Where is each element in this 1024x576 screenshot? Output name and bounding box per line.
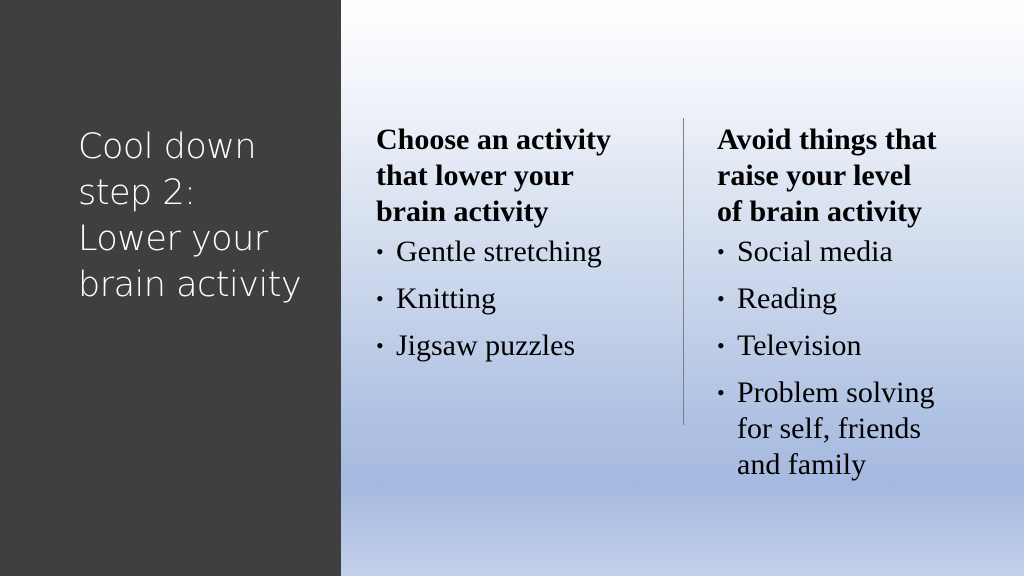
- list-item-text: Reading: [737, 282, 837, 315]
- activity-heading: [376, 122, 666, 230]
- title-line: Cool down: [78, 127, 257, 167]
- bullet-icon: •: [717, 239, 725, 264]
- content-panel: [341, 0, 1024, 576]
- title-panel: [0, 0, 341, 576]
- heading-line: that lower your: [376, 159, 574, 192]
- bullet-icon: •: [717, 380, 725, 405]
- list-item: [717, 281, 1017, 317]
- heading-line: of brain activity: [717, 195, 922, 228]
- bullet-icon: •: [376, 286, 384, 311]
- list-item: [376, 234, 666, 270]
- list-item: [376, 328, 666, 364]
- avoid-column: [717, 122, 1017, 494]
- avoid-heading: [717, 122, 1017, 230]
- list-item-text: Knitting: [396, 282, 497, 315]
- list-item: [717, 234, 1017, 270]
- list-item-line: and family: [737, 448, 867, 481]
- list-item: [717, 375, 1017, 483]
- list-item-text: [737, 375, 1017, 483]
- slide-title: [78, 124, 328, 308]
- list-item: [717, 328, 1017, 364]
- list-item-line: Problem solving: [737, 376, 935, 409]
- heading-line: raise your level: [717, 159, 912, 192]
- bullet-icon: •: [717, 333, 725, 358]
- heading-line: Choose an activity: [376, 123, 611, 156]
- list-item-text: Gentle stretching: [396, 235, 602, 268]
- bullet-icon: •: [376, 333, 384, 358]
- activity-column: [376, 122, 666, 375]
- title-line: Lower your: [78, 219, 268, 259]
- activity-list: [376, 234, 666, 364]
- heading-line: brain activity: [376, 195, 549, 228]
- bullet-icon: •: [717, 286, 725, 311]
- avoid-list: [717, 234, 1017, 483]
- list-item-text: Social media: [737, 235, 893, 268]
- title-line: step 2:: [78, 173, 196, 213]
- column-divider: [683, 118, 684, 425]
- list-item-line: for self, friends: [737, 412, 922, 445]
- title-line: brain activity: [78, 265, 302, 305]
- heading-line: Avoid things that: [717, 123, 937, 156]
- list-item-text: Television: [737, 329, 862, 362]
- bullet-icon: •: [376, 239, 384, 264]
- list-item-text: Jigsaw puzzles: [396, 329, 576, 362]
- list-item: [376, 281, 666, 317]
